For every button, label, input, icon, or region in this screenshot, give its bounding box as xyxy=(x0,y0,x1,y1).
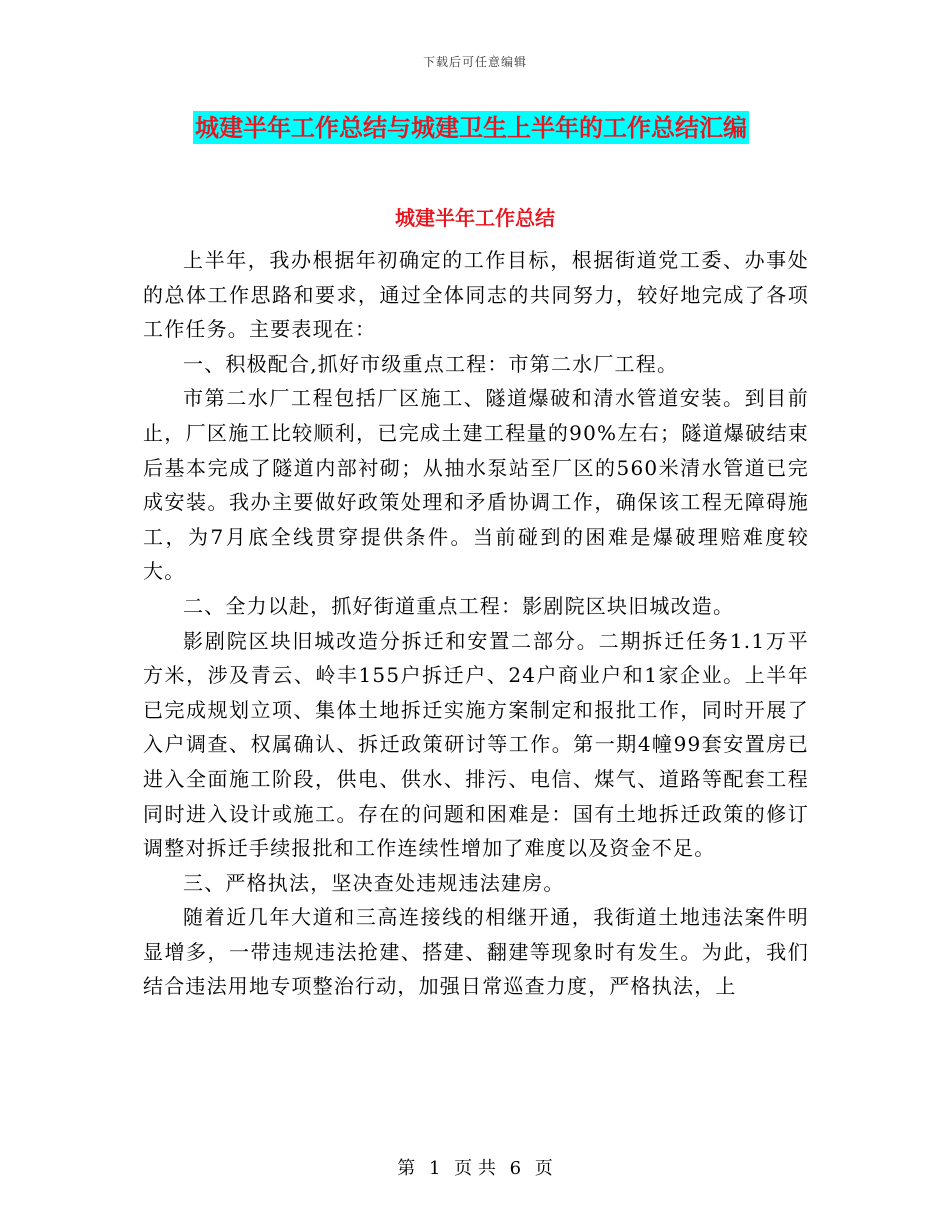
page-total: 6 xyxy=(509,1158,522,1179)
page-number: 1 xyxy=(428,1158,441,1179)
page-mid: 页 共 xyxy=(454,1158,496,1179)
paragraph: 随着近几年大道和三高连接线的相继开通，我街道土地违法案件明显增多，一带违规违法抢建、搭建、翻建等现象时有发生。为此，我们结合违法用地专项整治行动，加强日常巡查力度，严格执法，上 xyxy=(143,905,809,999)
paragraph: 一、积极配合,抓好市级重点工程：市第二水厂工程。 xyxy=(183,351,679,376)
page-prefix: 第 xyxy=(397,1158,416,1179)
section-title: 城建半年工作总结 xyxy=(395,206,555,230)
page-header-note: 下载后可任意编辑 xyxy=(422,55,527,69)
paragraph: 市第二水厂工程包括厂区施工、隧道爆破和清水管道安装。到目前止，厂区施工比较顺利，已完成土建工程量的90%左右；隧道爆破结束后基本完成了隧道内部衬砌；从抽水泵站至厂区的560米清水管道已完成安装。我办主要做好政策处理和矛盾协调工作，确保该工程无障碍施工，为7月底全线贯穿提供条件。当前碰到的困难是爆破理赔难度较大。 xyxy=(143,386,809,584)
page-footer xyxy=(0,1154,950,1180)
document-title: 城建半年工作总结与城建卫生上半年的工作总结汇编 xyxy=(195,113,747,142)
paragraph: 二、全力以赴，抓好街道重点工程：影剧院区块旧城改造。 xyxy=(183,593,735,618)
paragraph: 上半年，我办根据年初确定的工作目标，根据街道党工委、办事处的总体工作思路和要求，通过全体同志的共同努力，较好地完成了各项工作任务。主要表现在： xyxy=(143,248,809,342)
paragraph: 影剧院区块旧城改造分拆迁和安置二部分。二期拆迁任务1.1万平方米，涉及青云、岭丰155户拆迁户、24户商业户和1家企业。上半年已完成规划立项、集体土地拆迁实施方案制定和报批工作，同时开展了入户调查、权属确认、拆迁政策研讨等工作。第一期4幢99套安置房已进入全面施工阶段，供电、供水、排污、电信、煤气、道路等配套工程同时进入设计或施工。存在的问题和困难是：国有土地拆迁政策的修订调整对拆迁手续报批和工作连续性增加了难度以及资金不足。 xyxy=(143,628,809,861)
paragraph: 三、严格执法，坚决查处违规违法建房。 xyxy=(183,870,565,895)
page-suffix: 页 xyxy=(534,1158,553,1179)
document-body xyxy=(143,243,809,1004)
